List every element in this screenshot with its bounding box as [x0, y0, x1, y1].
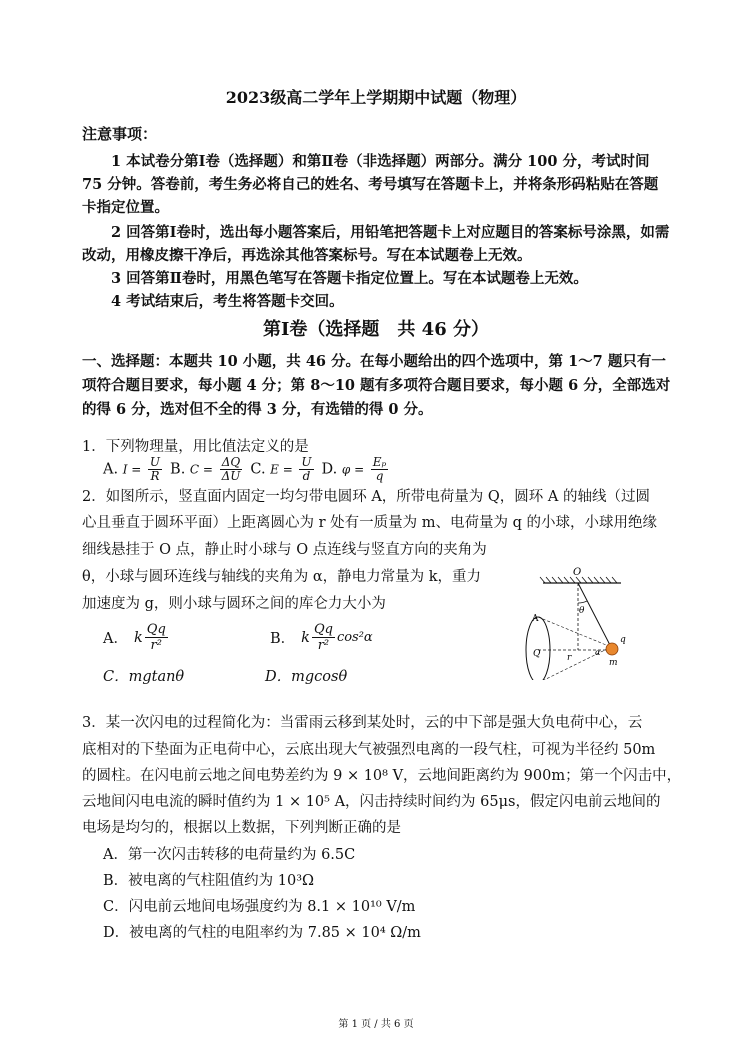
section-title: 第Ⅰ卷（选择题 共 46 分）	[262, 319, 489, 340]
page-footer: 第 1 页 / 共 6 页	[338, 1019, 414, 1030]
label-Q: Q	[533, 649, 541, 659]
label-alpha: α	[595, 648, 601, 657]
q3-option-a: A．第一次闪击转移的电荷量约为 6.5C	[103, 847, 356, 863]
q1-option-c: C. E = $\frac{U}{d}$	[250, 455, 312, 483]
notice-item-4: 4 考试结束后，考生将答题卡交回。	[111, 293, 344, 310]
q1-option-a: A. I = $\frac{U}{R}$	[103, 455, 161, 483]
label-theta: θ	[579, 606, 585, 616]
q2-line-3: 细线悬挂于 O 点，静止时小球与 O 点连线与竖直方向的夹角为	[82, 542, 487, 558]
q2-line-1: 2．如图所示，竖直面内固定一均匀带电圆环 A，所带电荷量为 Q，圆环 A 的轴线（过圆	[82, 489, 650, 505]
label-r: r	[567, 653, 572, 663]
q3-line-3: 的圆柱。在闪电前云地之间电势差约为 9 × 10⁸ V，云地间距离约为 900m；第一个闪击中，	[82, 768, 682, 784]
q2-option-b: B． k $\frac{Qq}{\text{r²}}$ cos²α	[270, 622, 373, 653]
section-intro: 一、选择题：本题共 10 小题，共 46 分。在每小题给出的四个选项中，第 1～7 题只有一项符合题目要求，每小题 4 分；第 8～10 题有多项符合题目要求，每小题 6 分，全部选对的得 6 分，选对但不全的得 3 分，有选错的得 0 分。	[82, 353, 671, 418]
q2-line-5: 加速度为 g，则小球与圆环之间的库仑力大小为	[82, 596, 386, 612]
q3-line-1: 3．某一次闪电的过程简化为：当雷雨云移到某处时，云的中下部是强大负电荷中心，云	[82, 715, 643, 731]
q2-line-4: θ，小球与圆环连线与轴线的夹角为 α，静电力常量为 k，重力	[82, 569, 482, 585]
q1-stem: 1．下列物理量，用比值法定义的是	[82, 439, 309, 455]
q3-line-5: 电场是均匀的，根据以上数据，下列判断正确的是	[82, 820, 401, 836]
charged-ball	[606, 643, 618, 655]
q3-line-2: 底相对的下垫面为正电荷中心，云底出现大气被强烈电离的一段气柱，可视为半径约 50m	[82, 742, 656, 758]
label-A: A	[532, 614, 539, 624]
notice-item-3: 3 回答第Ⅱ卷时，用黑色笔写在答题卡指定位置上。写在本试题卷上无效。	[111, 270, 588, 287]
notice-item-1: 1 本试卷分第Ⅰ卷（选择题）和第Ⅱ卷（非选择题）两部分。满分 100 分，考试时间 75 分钟。答卷前，考生务必将自己的姓名、考号填写在答题卡上，并将条形码粘贴在答题卡指定位置。	[82, 153, 659, 216]
label-O: O	[573, 567, 582, 578]
q1-options	[103, 456, 390, 483]
q2-figure	[515, 565, 665, 680]
q2-line-2: 心且垂直于圆环平面）上距离圆心为 r 处有一质量为 m、电荷量为 q 的小球，小球用绝缘	[82, 515, 658, 531]
label-q: q	[620, 635, 626, 645]
label-m: m	[609, 658, 618, 668]
q1-option-d: D. φ = $\frac{\text{Eₚ}}{q}$	[321, 455, 387, 483]
notice-heading: 注意事项：	[82, 125, 158, 143]
q3-line-4: 云地间闪电电流的瞬时值约为 1 × 10⁵ A，闪击持续时间约为 65μs，假定闪电前云地间的	[82, 794, 661, 810]
q1-option-b: B. C = $\frac{\Delta Q}{\Delta U}$	[170, 455, 241, 483]
q2-option-c: C．mgtanθ	[103, 669, 185, 685]
q2-option-d: D．mgcosθ	[265, 669, 348, 685]
notice-item-2: 2 回答第Ⅰ卷时，选出每小题答案后，用铅笔把答题卡上对应题目的答案标号涂黑，如需改动，用橡皮擦干净后，再选涂其他答案标号。写在本试题卷上无效。	[82, 224, 670, 264]
q3-option-d: D．被电离的气柱的电阻率约为 7.85 × 10⁴ Ω/m	[103, 925, 421, 941]
q3-option-b: B．被电离的气柱阻值约为 10³Ω	[103, 873, 315, 889]
q2-option-a: A． k $\frac{Qq}{\text{r²}}$	[103, 622, 166, 653]
exam-title: 2023级高二学年上学期期中试题（物理）	[225, 88, 527, 107]
q3-option-c: C．闪电前云地间电场强度约为 8.1 × 10¹⁰ V/m	[103, 899, 416, 915]
